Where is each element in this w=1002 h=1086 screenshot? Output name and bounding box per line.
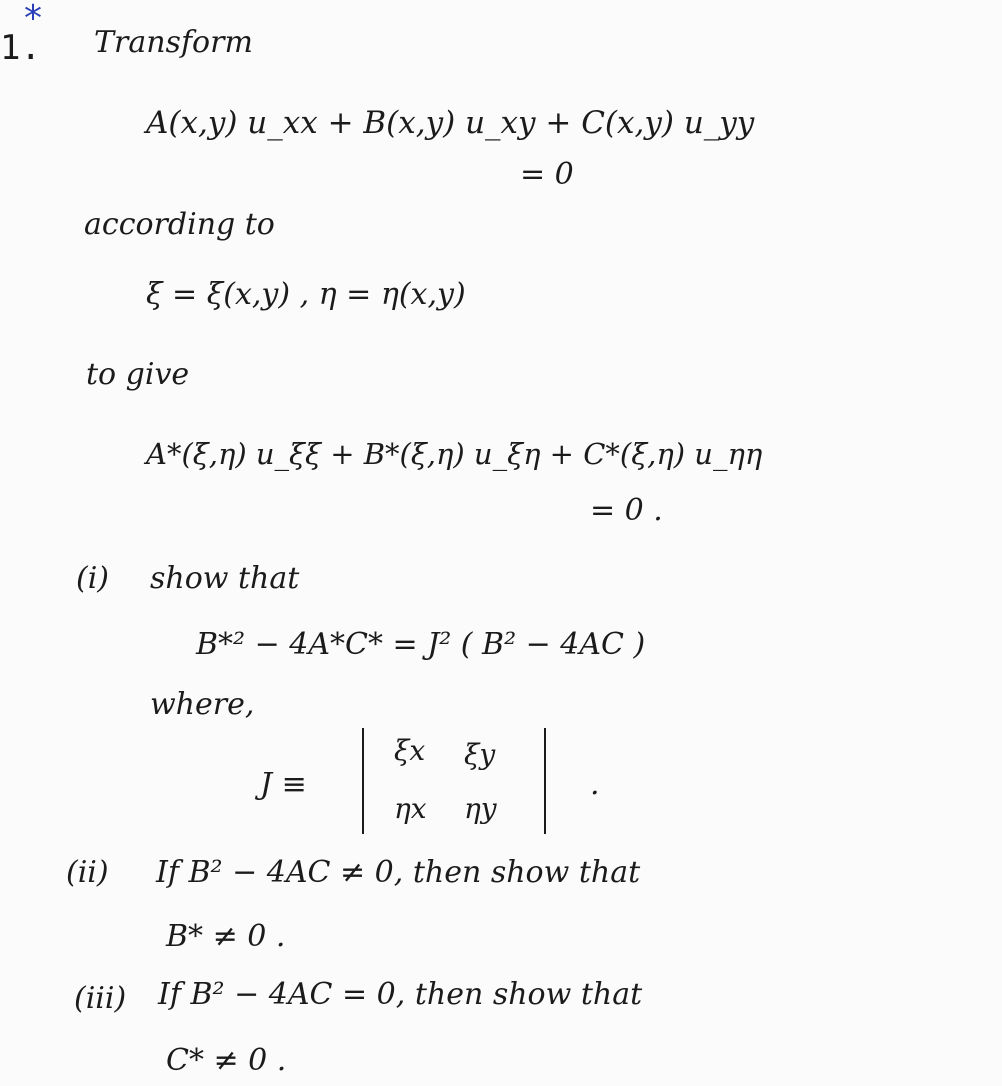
jacobian-matrix — [362, 728, 546, 834]
part-iii-label: (iii) — [74, 981, 127, 1016]
star-marker: * — [24, 0, 42, 39]
matrix-cell-xi-y: ξy — [464, 738, 496, 771]
jacobian-lhs: J ≡ — [260, 767, 307, 802]
matrix-cell-eta-x: ηx — [394, 792, 427, 825]
to-give-text: to give — [86, 357, 190, 392]
equation-line1: A(x,y) u_xx + B(x,y) u_xy + C(x,y) u_yy — [146, 105, 755, 141]
part-ii-conclusion: B* ≠ 0 . — [166, 919, 286, 954]
question-title: Transform — [94, 25, 253, 60]
transformed-line2: = 0 . — [590, 493, 663, 528]
part-ii-label: (ii) — [66, 855, 109, 890]
according-text: according to — [84, 207, 275, 242]
part-i-where: where, — [150, 687, 255, 722]
part-i-text: show that — [150, 561, 300, 596]
part-ii-text: If B² − 4AC ≠ 0, then show that — [156, 855, 641, 890]
part-i-identity: B*² − 4A*C* = J² ( B² − 4AC ) — [196, 627, 646, 662]
equation-line2: = 0 — [520, 157, 574, 192]
part-i-label: (i) — [76, 561, 110, 596]
substitution: ξ = ξ(x,y) , η = η(x,y) — [146, 277, 466, 312]
matrix-cell-xi-x: ξx — [394, 734, 426, 767]
matrix-trailing-dot: . — [590, 767, 600, 802]
transformed-line1: A*(ξ,η) u_ξξ + B*(ξ,η) u_ξη + C*(ξ,η) u_ηη — [146, 437, 763, 471]
matrix-cell-eta-y: ηy — [464, 792, 497, 825]
part-iii-text: If B² − 4AC = 0, then show that — [158, 977, 643, 1012]
question-number: 1. — [0, 28, 41, 68]
part-iii-conclusion: C* ≠ 0 . — [166, 1043, 287, 1078]
